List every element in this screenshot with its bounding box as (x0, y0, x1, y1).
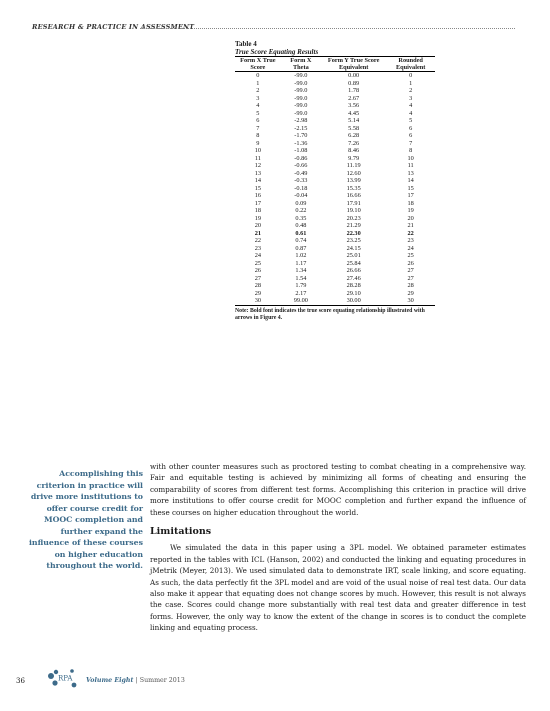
table-cell: 0.09 (295, 199, 307, 207)
table-row (235, 162, 435, 170)
page-number: 36 (16, 677, 25, 685)
section-heading-limitations: Limitations (150, 526, 212, 538)
main-column (150, 461, 526, 634)
table-cell: 7 (256, 124, 260, 132)
table-cell: -0.33 (294, 177, 308, 184)
table-cell: 15 (407, 184, 414, 192)
table-row (235, 237, 435, 245)
table-cell: 13.99 (346, 177, 361, 184)
table-header-row (235, 57, 435, 72)
table-row (235, 102, 435, 110)
table-row (235, 185, 435, 193)
table-cell: 27 (407, 267, 414, 274)
table-cell: 11.19 (346, 162, 361, 169)
table-cell: 0.35 (295, 214, 307, 222)
table-cell: 17.91 (346, 199, 361, 207)
table-cell: -0.49 (294, 169, 308, 177)
rpa-logo (42, 666, 82, 692)
table-cell: 22 (254, 237, 262, 244)
table-cell: 19 (254, 214, 262, 222)
table-cell: 27.46 (346, 274, 361, 282)
table-cell: 7 (409, 139, 413, 147)
page-footer (16, 662, 216, 692)
table-cell: 2.17 (295, 289, 307, 297)
table-cell: -2.98 (294, 117, 308, 124)
table-cell: 13 (254, 169, 262, 177)
table-cell: 2 (256, 87, 260, 94)
table-cell: -1.36 (294, 139, 308, 147)
table-cell: -99.0 (294, 87, 308, 94)
table-row (235, 230, 435, 238)
table-cell: 2 (409, 87, 413, 94)
table-cell: 3 (409, 94, 413, 102)
table-cell: 12 (254, 162, 262, 169)
table-cell: 1.17 (295, 259, 307, 267)
table-cell: 12.60 (346, 169, 361, 177)
table-cell: 30.00 (346, 297, 361, 304)
table-cell: 6 (409, 124, 413, 132)
table-row (235, 155, 435, 163)
table-cell: 3 (256, 94, 260, 102)
table-row (235, 215, 435, 223)
table-cell: 0 (256, 72, 260, 79)
table-row (235, 87, 435, 95)
footer-volume: Volume Eight (86, 677, 134, 684)
table-cell: -2.15 (294, 124, 308, 132)
table-cell: 0.00 (348, 72, 360, 79)
table-row (235, 290, 435, 298)
col-header-form-x-true-score: Form X True Score (235, 57, 281, 72)
footer-season: Summer 2013 (139, 677, 185, 684)
table-cell: 21 (407, 222, 414, 229)
table-cell: 6 (256, 117, 260, 124)
footer-separator: | (135, 677, 140, 684)
table-cell: 24.15 (346, 244, 361, 252)
table-cell: 3.56 (348, 102, 360, 109)
table-label: Table 4 (235, 40, 257, 48)
table-row (235, 110, 435, 118)
table-cell: 25.84 (346, 259, 361, 267)
table-row (235, 147, 435, 155)
table-cell: 10 (254, 147, 262, 154)
table-cell: -1.08 (294, 147, 308, 154)
table-cell: 19 (407, 207, 414, 214)
table-cell: 24 (254, 252, 262, 259)
table-cell: 1.78 (348, 87, 360, 94)
table-cell: 5 (409, 117, 413, 124)
table-cell: 0.89 (348, 79, 360, 87)
table-row (235, 95, 435, 103)
table-cell: 21 (254, 229, 262, 237)
body-paragraph-2: We simulated the data in this paper using a 3PL model. We obtained parameter estimates reported in the tables with ICL (Hanson, 2002) and conducted the linking and equating procedures in jMetrik (Meyer, 2013). We used simulated data to demonstrate IRT, scale linking, and score equating. As such, the data perfectly fit the 3PL model and are void of the usual noise of real test data. Our data also make it appear that equating does not change scores by much. However, this result is not always the case. Scores could change more substantially with real test data and greater difference in test forms. However, the only way to know the extent of the change in scores is to conduct the complete linking and equating process. (150, 543, 526, 633)
table-cell: 2.67 (348, 94, 360, 102)
table-cell: 0.22 (295, 207, 307, 214)
table-cell: 28 (407, 282, 414, 289)
equating-table (235, 56, 435, 306)
table-row (235, 177, 435, 185)
table-cell: 19.10 (346, 207, 361, 214)
table-cell: 18 (254, 207, 262, 214)
running-header: RESEARCH & PRACTICE IN ASSESSMENT (32, 23, 195, 31)
table-cell: 22 (407, 229, 414, 237)
table-cell: 5.14 (348, 117, 360, 124)
table-cell: 6.28 (348, 132, 360, 139)
table-cell: 4 (256, 102, 260, 109)
body-paragraph-1: with other counter measures such as proctored testing to combat cheating in a comprehensive way. Fair and equitable testing is achieved by minimizing all forms of cheating and ensuring the comparability of scores from different test forms. Accomplishing this criterion in practice will drive more institutions to offer course credit for MOOC completion and further expand the influence of these courses on higher education throughout the world. (150, 462, 526, 517)
table-row (235, 80, 435, 88)
table-cell: 8 (409, 147, 413, 154)
table-row (235, 200, 435, 208)
table-cell: -99.0 (294, 94, 308, 102)
table-cell: 1.34 (295, 267, 307, 274)
table-cell: 29.10 (346, 289, 361, 297)
table-cell: 21.29 (346, 222, 361, 229)
table-cell: 23 (407, 237, 414, 244)
table-row (235, 267, 435, 275)
table-cell: 22.30 (346, 229, 361, 237)
table-cell: 16 (254, 192, 262, 199)
table-cell: 11 (254, 154, 261, 162)
table-cell: 13 (407, 169, 414, 177)
table-cell: -0.18 (294, 184, 308, 192)
table-cell: 28 (254, 282, 262, 289)
table-cell: -99.0 (294, 79, 308, 87)
table-row (235, 125, 435, 133)
table-cell: 4 (409, 109, 413, 117)
table-cell: 24 (407, 244, 414, 252)
table-row (235, 275, 435, 283)
table-cell: 23 (254, 244, 262, 252)
table-cell: 15.35 (346, 184, 361, 192)
table-cell: -0.04 (294, 192, 308, 199)
table-cell: 1.79 (295, 282, 307, 289)
table-cell: 15 (254, 184, 262, 192)
table-cell: 20 (254, 222, 262, 229)
table-cell: -99.0 (294, 102, 308, 109)
table-cell: 1 (256, 79, 260, 87)
table-cell: 14 (407, 177, 414, 184)
col-header-form-x-theta: Form X Theta (281, 57, 321, 72)
table-cell: 29 (254, 289, 262, 297)
pull-quote: Accomplishing this criterion in practice will drive more institutions to offer course credit for MOOC completion and further expand the influence of these courses on higher education throughout the world. (28, 469, 143, 570)
table-cell: 17 (407, 192, 414, 199)
table-cell: -99.0 (294, 109, 308, 117)
table-row (235, 252, 435, 260)
table-row (235, 260, 435, 268)
table-cell: 7.26 (348, 139, 360, 147)
table-cell: 0.87 (295, 244, 307, 252)
table-cell: 4 (409, 102, 413, 109)
table-cell: 25 (254, 259, 262, 267)
table-row (235, 132, 435, 140)
table-cell: 1.02 (295, 252, 307, 259)
table-cell: 14 (254, 177, 262, 184)
table-cell: 17 (254, 199, 262, 207)
table-cell: 10 (407, 154, 414, 162)
table-cell: 27 (407, 274, 414, 282)
table-cell: -99.0 (294, 72, 308, 79)
table-cell: 0.74 (295, 237, 307, 244)
table-cell: -0.66 (294, 162, 308, 169)
table-row (235, 245, 435, 253)
table-cell: 29 (407, 289, 414, 297)
table-cell: 16.66 (346, 192, 361, 199)
table-cell: 5.58 (348, 124, 360, 132)
table-title: True Score Equating Results (235, 48, 319, 56)
table-cell: 20.23 (346, 214, 361, 222)
table-body (235, 72, 435, 306)
table-cell: 5 (256, 109, 260, 117)
table-cell: 8 (256, 132, 260, 139)
table-cell: 0 (409, 72, 413, 79)
table-row (235, 117, 435, 125)
table-cell: 23.25 (346, 237, 361, 244)
table-cell: 30 (407, 297, 414, 304)
table-cell: 18 (407, 199, 414, 207)
table-4 (235, 40, 435, 322)
table-row (235, 192, 435, 200)
header-rule (140, 28, 515, 29)
table-cell: 25 (407, 252, 414, 259)
table-cell: 26 (254, 267, 262, 274)
table-note: Note: Bold font indicates the true score equating relationship illustrated with arrows in Figure 4. (235, 307, 425, 321)
table-cell: 26.66 (346, 267, 361, 274)
table-cell: 0.61 (295, 229, 307, 237)
table-cell: -1.70 (294, 132, 308, 139)
table-cell: 25.01 (346, 252, 361, 259)
table-row (235, 72, 435, 80)
logo-text: RPA (58, 674, 73, 683)
col-header-form-y-equivalent: Form Y True Score Equivalent (321, 57, 386, 72)
table-row (235, 222, 435, 230)
table-cell: 20 (407, 214, 414, 222)
table-cell: 27 (254, 274, 262, 282)
table-cell: 1 (409, 79, 413, 87)
table-cell: 6 (409, 132, 413, 139)
table-cell: 1.54 (295, 274, 307, 282)
table-row (235, 282, 435, 290)
col-header-rounded: Rounded Equivalent (386, 57, 435, 72)
table-cell: 28.28 (346, 282, 361, 289)
table-cell: -0.86 (294, 154, 308, 162)
table-cell: 99.00 (293, 297, 308, 304)
table-cell: 9 (256, 139, 260, 147)
table-row (235, 140, 435, 148)
table-row (235, 207, 435, 215)
table-cell: 4.45 (348, 109, 360, 117)
table-row (235, 170, 435, 178)
table-cell: 0.48 (295, 222, 307, 229)
table-row (235, 297, 435, 305)
table-cell: 11 (407, 162, 414, 169)
table-cell: 30 (254, 297, 262, 304)
table-cell: 9.79 (348, 154, 360, 162)
table-cell: 26 (407, 259, 414, 267)
table-cell: 8.46 (348, 147, 360, 154)
footer-issue (86, 677, 185, 684)
